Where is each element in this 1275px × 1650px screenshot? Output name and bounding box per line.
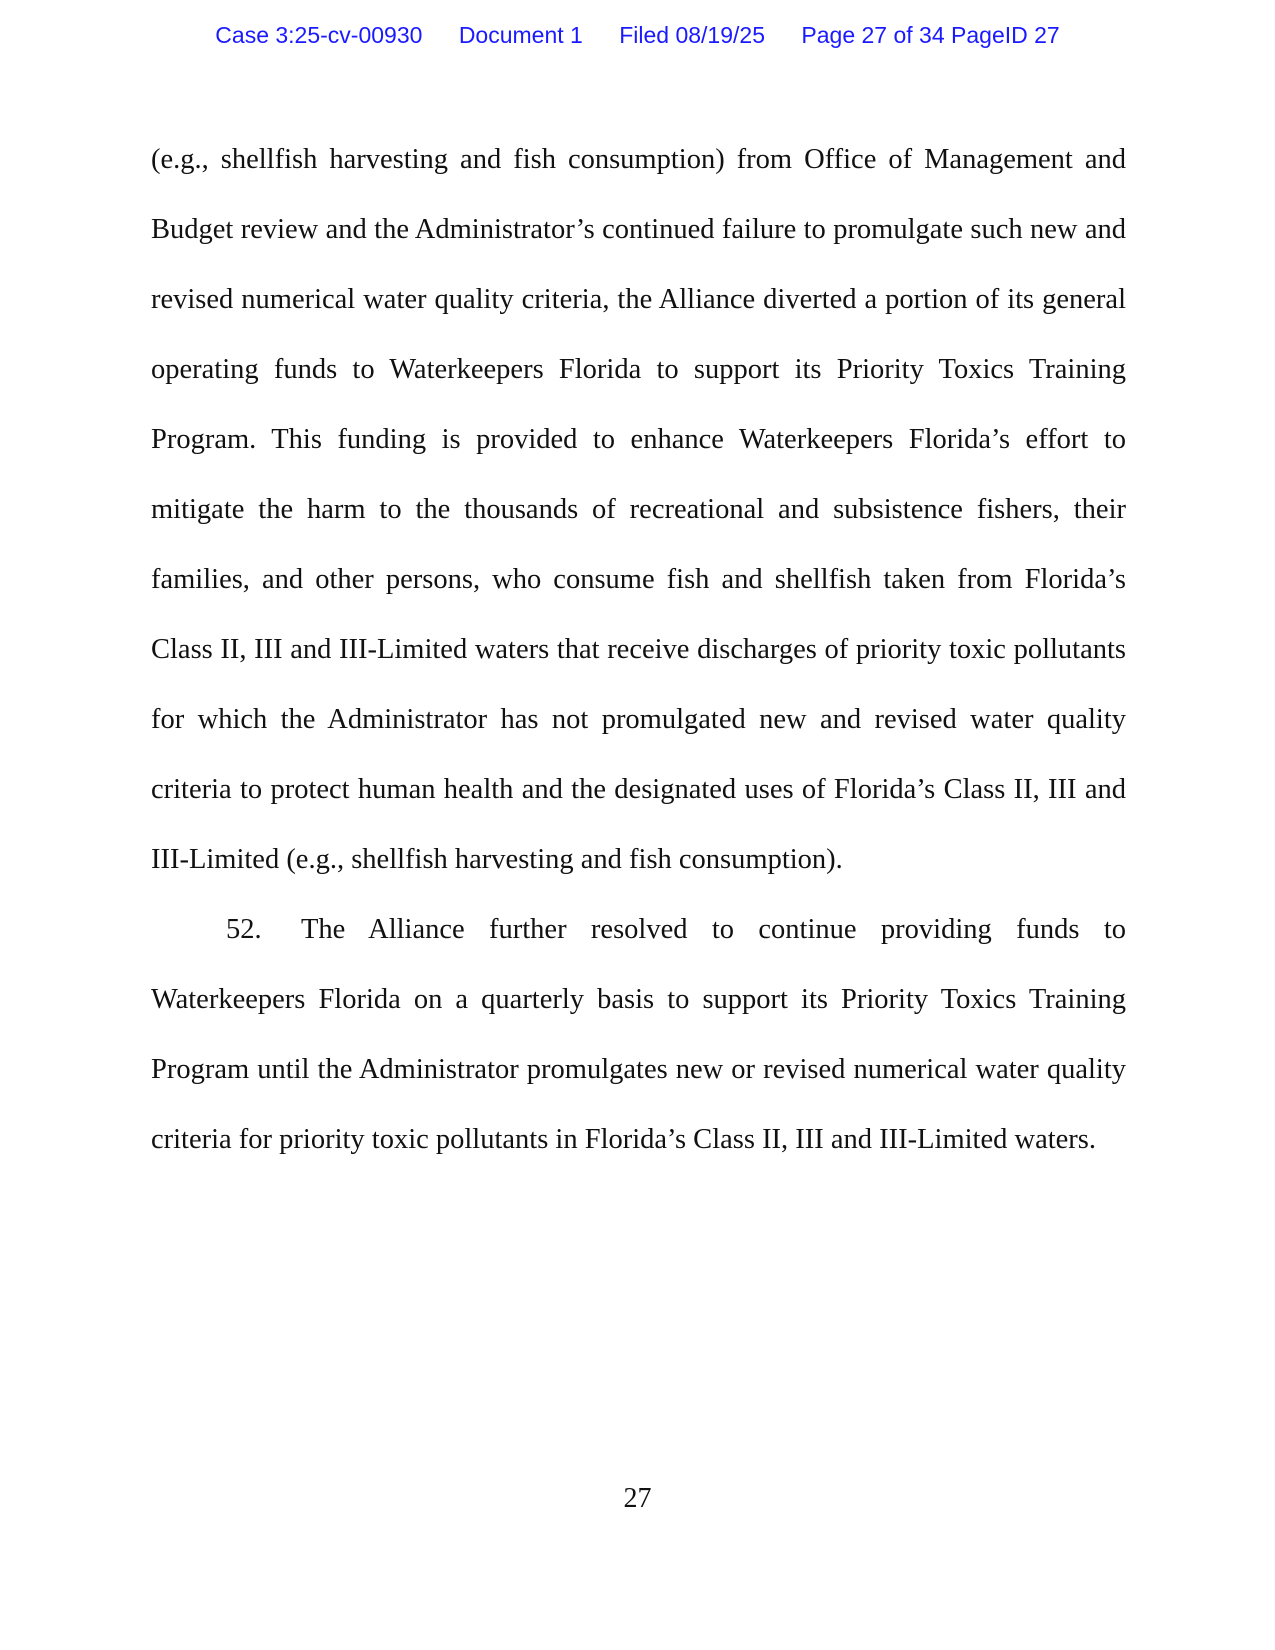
paragraph-52 [151,895,1126,1175]
page-id: Page 27 of 34 PageID 27 [801,22,1060,48]
case-number: Case 3:25-cv-00930 [215,22,423,48]
paragraph-number: 52. [226,914,262,945]
paragraph-text: The Alliance further resolved to continue providing funds to Waterkeepers Florida on a quarterly basis to support its Priority Toxics Training Program until the Administrator promulgates new or revised numerical water quality criteria for priority toxic pollutants in Florida’s Class II, III and III-Limited waters. [151,914,1126,1155]
paragraph-text: (e.g., shellfish harvesting and fish consumption) from Office of Management and Budget review and the Administrator’s continued failure to promulgate such new and revised numerical water quality criteria, the Alliance diverted a portion of its general operating funds to Waterkeepers Florida to support its Priority Toxics Training Program. This funding is provided to enhance Waterkeepers Florida’s effort to mitigate the harm to the thousands of recreational and subsistence fishers, their families, and other persons, who consume fish and shellfish taken from Florida’s Class II, III and III-Limited waters that receive discharges of priority toxic pollutants for which the Administrator has not promulgated new and revised water quality criteria to protect human health and the designated uses of Florida’s Class II, III and III-Limited (e.g., shellfish harvesting and fish consumption). [151,144,1126,875]
case-header [0,22,1275,49]
document-number: Document 1 [458,22,583,48]
paragraph-continued [151,125,1126,895]
document-body [151,125,1126,1175]
filed-date: Filed 08/19/25 [619,22,765,48]
page-number: 27 [623,1483,652,1514]
